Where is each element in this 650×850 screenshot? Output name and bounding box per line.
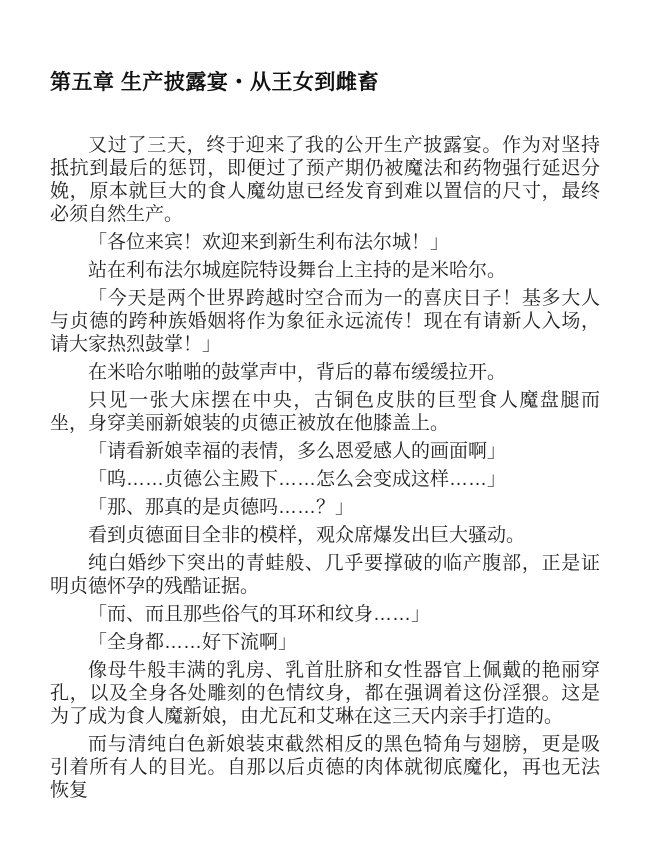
paragraph: 在米哈尔啪啪的鼓掌声中，背后的幕布缓缓拉开。: [88, 362, 507, 383]
paragraph: 看到贞德面目全非的模样，观众席爆发出巨大骚动。: [88, 525, 526, 546]
paragraph: 只见一张大床摆在中央，古铜色皮肤的巨型食人魔盘腿而坐，身穿美丽新娘装的贞德正被放在他膝盖上。: [50, 390, 600, 434]
paragraph: 像母牛般丰满的乳房、乳首肚脐和女性器官上佩戴的艳丽穿孔，以及全身各处雕刻的色情纹身，都在强调着这份淫猥。这是为了成为食人魔新娘，由尤瓦和艾琳在这三天内亲手打造的。: [50, 660, 600, 727]
paragraph: 「各位来宾！欢迎来到新生利布法尔城！」: [88, 232, 450, 253]
paragraph: 「而、而且那些俗气的耳环和纹身……」: [88, 604, 431, 625]
paragraph: 又过了三天，终于迎来了我的公开生产披露宴。作为对坚持抵抗到最后的惩罚，即便过了预产期仍被魔法和药物强行延迟分娩，原本就巨大的食人魔幼崽已经发育到难以置信的尺寸，最终必须自然生产。: [50, 135, 600, 225]
paragraph: 「呜……贞德公主殿下……怎么会变成这样……」: [88, 469, 507, 490]
paragraph: 「那、那真的是贞德吗……？」: [88, 497, 355, 518]
paragraph: 「请看新娘幸福的表情，多么恩爱感人的画面啊」: [88, 441, 507, 462]
chapter-title: 第五章 生产披露宴・从王女到雌畜: [50, 71, 379, 94]
paragraph: 纯白婚纱下突出的青蛙般、几乎要撑破的临产腹部，正是证明贞德怀孕的残酷证据。: [50, 553, 600, 597]
paragraph: 「全身都……好下流啊」: [88, 632, 298, 653]
chapter-body: [50, 134, 600, 802]
paragraph: 「今天是两个世界跨越时空合而为一的喜庆日子！基多大人与贞德的跨种族婚姻将作为象征永远流传！现在有请新人入场，请大家热烈鼓掌！」: [50, 288, 600, 355]
paragraph: 而与清纯白色新娘装束截然相反的黑色犄角与翅膀，更是吸引着所有人的目光。自那以后贞德的肉体就彻底魔化，再也无法恢复: [50, 734, 600, 801]
paragraph: 站在利布法尔城庭院特设舞台上主持的是米哈尔。: [88, 260, 507, 281]
